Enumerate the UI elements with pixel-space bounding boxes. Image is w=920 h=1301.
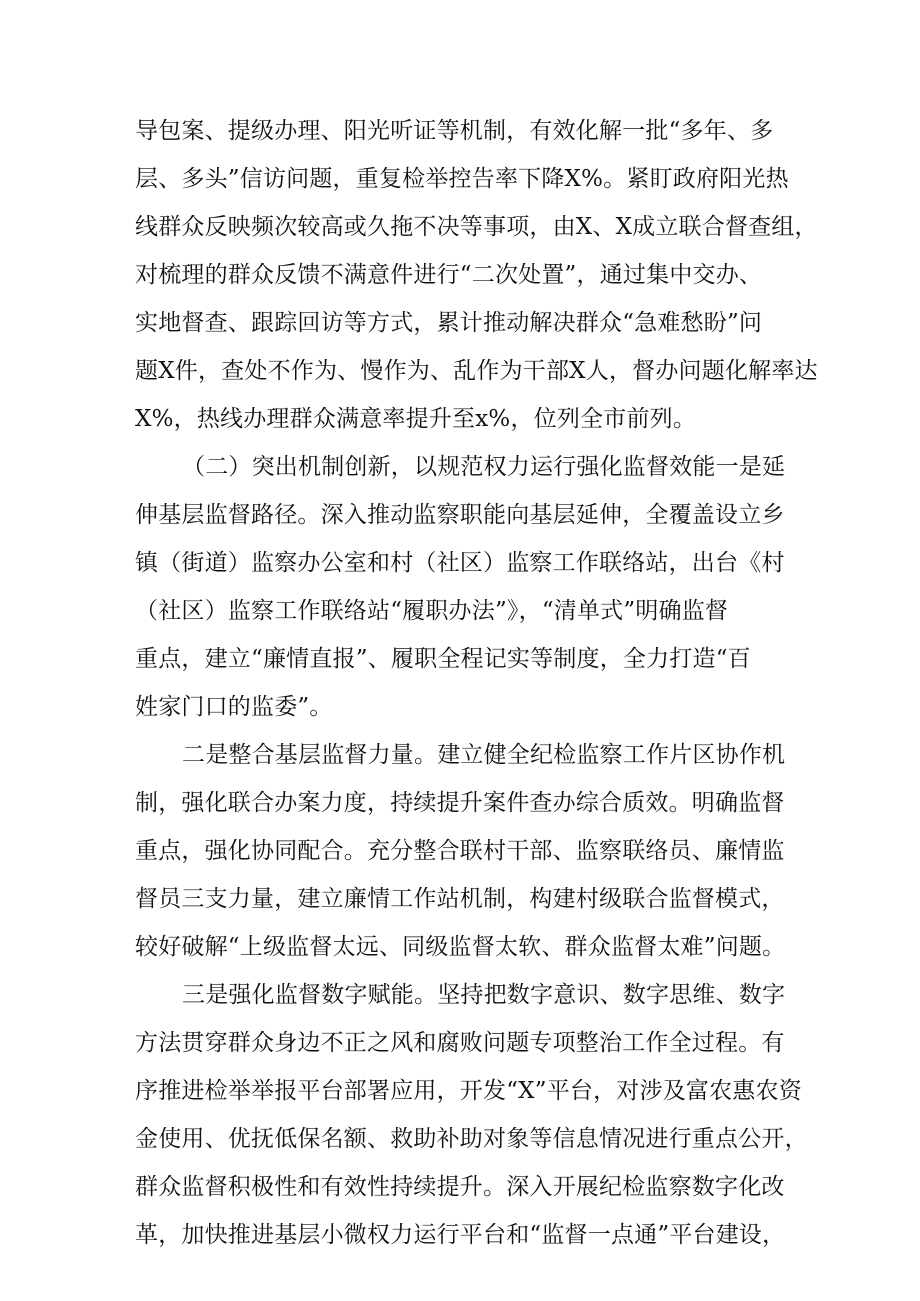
text-line: 线群众反映频次较高或久拖不决等事项，由X、X成立联合督查组， (135, 214, 818, 240)
text-line: 重点，建立“廉情直报”、履职全程记实等制度，全力打造“百 (135, 646, 751, 672)
text-line: 导包案、提级办理、阳光听证等机制，有效化解一批“多年、多 (135, 118, 774, 144)
text-line: 题X件，查处不作为、慢作为、乱作为干部X人，督办问题化解率达 (135, 358, 818, 384)
paragraph-start-line: 三是强化监督数字赋能。坚持把数字意识、数字思维、数字 (182, 982, 786, 1008)
text-line: 实地督查、跟踪回访等方式，累计推动解决群众“急难愁盼”问 (135, 310, 763, 336)
text-line: 序推进检举举报平台部署应用，开发“X”平台，对涉及富农惠农资 (135, 1078, 802, 1104)
text-line: 伸基层监督路径。深入推动监察职能向基层延伸，全覆盖设立乡 (135, 502, 785, 528)
text-line: 对梳理的群众反馈不满意件进行“二次处置”，通过集中交办、 (135, 262, 763, 288)
section-heading-line: （二）突出机制创新，以规范权力运行强化监督效能一是延 (182, 454, 786, 480)
text-line: 方法贯穿群众身边不正之风和腐败问题专项整治工作全过程。有 (135, 1030, 785, 1056)
text-line: 层、多头”信访问题，重复检举控告率下降X%。紧盯政府阳光热 (135, 166, 789, 192)
text-line: 镇（街道）监察办公室和村（社区）监察工作联络站，出台《村 (135, 550, 785, 576)
text-line: 姓家门口的监委”。 (135, 694, 333, 720)
text-line: 重点，强化协同配合。充分整合联村干部、监察联络员、廉情监 (135, 838, 785, 864)
text-line: 金使用、优抚低保名额、救助补助对象等信息情况进行重点公开， (135, 1126, 808, 1152)
text-line: X%，热线办理群众满意率提升至x%，位列全市前列。 (135, 406, 697, 432)
text-line: （社区）监察工作联络站“履职办法”》，“清单式”明确监督 (135, 598, 729, 624)
text-line: 督员三支力量，建立廉情工作站机制，构建村级联合监督模式， (135, 886, 785, 912)
paragraph-start-line: 二是整合基层监督力量。建立健全纪检监察工作片区协作机 (182, 742, 786, 768)
text-line: 制，强化联合办案力度，持续提升案件查办综合质效。明确监督 (135, 790, 785, 816)
text-line: 较好破解“上级监督太远、同级监督太软、群众监督太难”问题。 (135, 934, 786, 960)
text-line: 群众监督积极性和有效性持续提升。深入开展纪检监察数字化改 (135, 1174, 785, 1200)
text-line: 革，加快推进基层小微权力运行平台和“监督一点通”平台建设， (135, 1222, 786, 1248)
